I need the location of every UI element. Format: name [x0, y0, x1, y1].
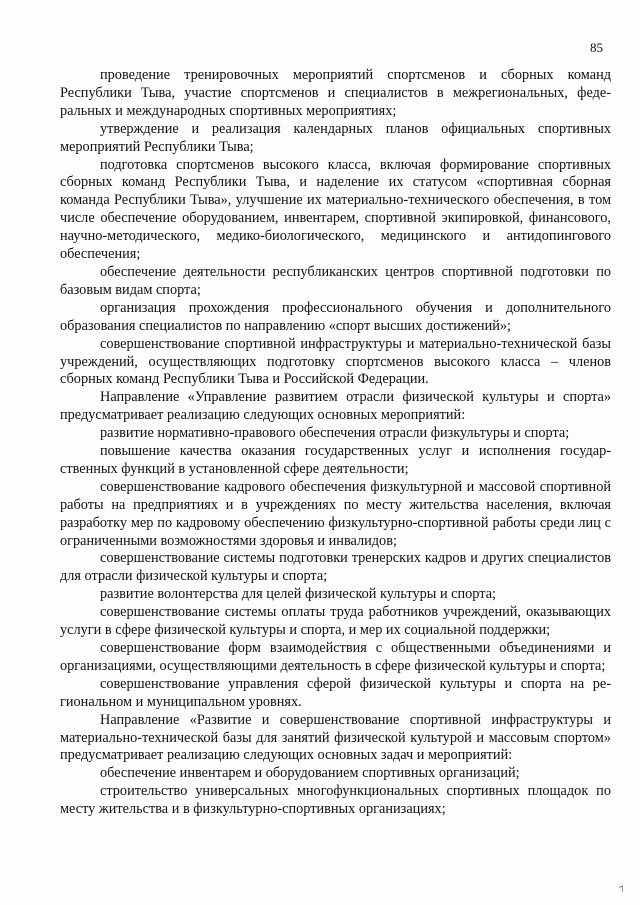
page-number: 85 — [590, 40, 603, 55]
paragraph: совершенствование кадрового обеспечения физкультурной и массовой спортивной работы на предприятиях и в учреждениях по месту жительства населения, включая разработку мер по кадровому обеспечению физкультурно-спортивной работы среди лиц с ограниченными возможностями здоровья и инвалидов; — [60, 478, 611, 549]
paragraph: подготовка спортсменов высокого класса, включая формирование спортивных сборных команд Республики Тыва, и наделение их статусом «спортивная сборная команда Республики Тыва», улучшение их материально-технического обеспечения, в том числе обеспечение оборудованием, инвентарем, спортивной экипировкой, финансового, научно-методического, медико-биологического, медицинского и антидопингового обеспечения; — [60, 156, 611, 263]
corner-mark: 7 — [617, 883, 626, 895]
paragraph: обеспечение инвентарем и оборудованием спортивных организаций; — [100, 765, 520, 782]
paragraph: развитие волонтерства для целей физической культуры и спорта; — [100, 586, 497, 603]
paragraph: совершенствование форм взаимодействия с общественными объединениями и организациями, осуществляющими деятельность в сфере физической культуры и спорта; — [60, 640, 611, 674]
paragraph: утверждение и реализация календарных планов официальных спортивных мероприятий Республики Тыва; — [60, 120, 611, 155]
document-body — [60, 67, 611, 819]
paragraph: проведение тренировочных мероприятий спортсменов и сборных команд Республики Тыва, участие спортсменов и специалистов в межрегиональных, федеральных и международных спортивных мероприятиях; — [60, 67, 611, 119]
paragraph: повышение качества оказания государственных услуг и исполнения государственных функций в установленной сфере деятельности; — [60, 443, 611, 477]
paragraph: обеспечение деятельности республиканских центров спортивной подготовки по базовым видам спорта; — [60, 263, 611, 298]
paragraph: строительство универсальных многофункциональных спортивных площадок по месту жительства и в физкультурно-спортивных организациях; — [60, 783, 611, 818]
paragraph: совершенствование управления сферой физической культуры и спорта на региональном и муниципальном уровнях. — [60, 675, 611, 710]
paragraph: совершенствование системы подготовки тренерских кадров и других специалистов для отрасли физической культуры и спорта; — [60, 550, 611, 585]
paragraph: Направление «Управление развитием отрасли физической культуры и спорта» предусматривает реализацию следующих основных мероприятий: — [60, 389, 611, 424]
paragraph: организация прохождения профессионального обучения и дополнительного образования специалистов по направлению «спорт высших достижений»; — [60, 299, 611, 334]
paragraph: развитие нормативно-правового обеспечения отрасли физкультуры и спорта; — [100, 425, 570, 442]
paragraph: совершенствование спортивной инфраструктуры и материально-технической базы учреждений, осуществляющих подготовку спортсменов высокого класса – членов сборных команд Республики Тыва и Российской Федерации. — [60, 335, 611, 388]
paragraph: Направление «Развитие и совершенствование спортивной инфраструктуры и материально-технической базы для занятий физической культурой и массовым спортом» предусматривает реализацию следующих основных задач и мероприятий: — [60, 711, 611, 764]
paragraph: совершенствование системы оплаты труда работников учреждений, оказывающих услуги в сфере физической культуры и спорта, и мер их социальной поддержки; — [60, 604, 611, 639]
